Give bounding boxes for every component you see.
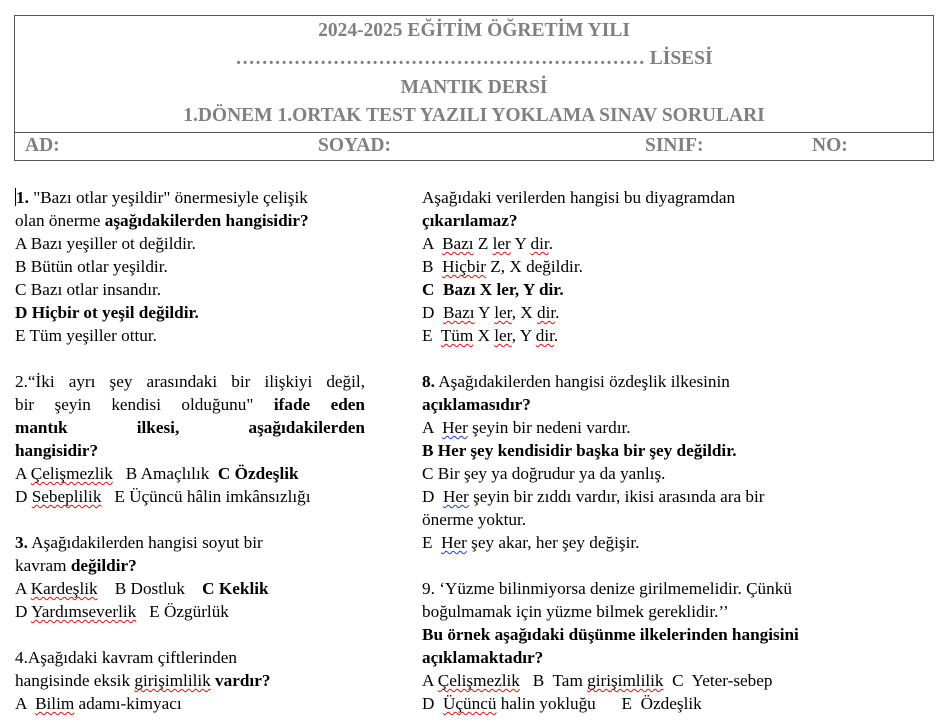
question-1-option-a: A Bazı yeşiller ot değildir. <box>15 234 196 253</box>
question-7-option-c: C Bazı X ler, Y dir. <box>422 280 564 299</box>
question-2-line-2: bir şeyin kendisi olduğunu" ifade eden <box>15 395 365 414</box>
exam-header <box>14 15 934 161</box>
question-3-line-1: 3. Aşağıdakilerden hangisi soyut bir <box>15 533 263 552</box>
school-suffix: LİSESİ <box>649 48 713 69</box>
student-surname-label: SOYAD: <box>318 135 391 156</box>
question-1-option-b: B Bütün otlar yeşildir. <box>15 257 168 276</box>
question-2-options-row-1: A Çelişmezlik B Amaçlılık C Özdeşlik <box>15 464 299 483</box>
question-2-options-row-2: D Sebeplilik E Üçüncü hâlin imkânsızlığı <box>15 487 311 506</box>
question-8-option-b: B Her şey kendisidir başka bir şey değildir. <box>422 441 737 460</box>
school-year-line: 2024-2025 EĞİTİM ÖĞRETİM YILI <box>318 20 630 41</box>
question-1-option-d: D Hiçbir ot yeşil değildir. <box>15 303 199 322</box>
question-3-line-2: kavram değildir? <box>15 556 137 575</box>
question-4-line-1: 4.Aşağıdaki kavram çiftlerinden <box>15 648 237 667</box>
student-name-label: AD: <box>25 135 60 156</box>
spacer <box>422 554 902 577</box>
question-8-option-d: D Her şeyin bir zıddı vardır, ikisi arasında ara bir <box>422 487 765 506</box>
question-8-line-1: 8. Aşağıdakilerden hangisi özdeşlik ilkesinin <box>422 372 730 391</box>
question-2-line-3: mantık ilkesi, aşağıdakilerden <box>15 418 365 437</box>
exam-title: 1.DÖNEM 1.ORTAK TEST YAZILI YOKLAMA SINAV SORULARI <box>183 105 765 126</box>
question-8-option-c: C Bir şey ya doğrudur ya da yanlış. <box>422 464 666 483</box>
question-7-option-e: E Tüm X ler, Y dir. <box>422 326 559 345</box>
question-7-option-a: A Bazı Z ler Y dir. <box>422 234 553 253</box>
question-4-line-2: hangisinde eksik girişimlilik vardır? <box>15 671 271 690</box>
question-2-line-4: hangisidir? <box>15 441 99 460</box>
question-8-line-2: açıklamasıdır? <box>422 395 531 414</box>
student-class-label: SINIF: <box>645 135 704 156</box>
question-9-line-1: 9. ‘Yüzme bilinmiyorsa denize girilmemelidir. Çünkü <box>422 579 792 598</box>
question-3-options-row-2: D Yardımseverlik E Özgürlük <box>15 602 229 621</box>
spacer <box>15 623 365 646</box>
question-9-line-2: boğulmamak için yüzme bilmek gereklidir.’’ <box>422 602 729 621</box>
question-8-option-d-cont: önerme yoktur. <box>422 510 527 529</box>
question-1-option-c: C Bazı otlar insandır. <box>15 280 162 299</box>
question-1-option-e: E Tüm yeşiller ottur. <box>15 326 157 345</box>
question-1-line-2: olan önerme aşağıdakilerden hangisidir? <box>15 211 309 230</box>
right-column <box>422 186 902 715</box>
school-name-line <box>15 47 933 71</box>
school-name-blank: ……………………………………………………… <box>235 48 645 69</box>
student-number-label: NO: <box>812 135 848 156</box>
question-3-options-row-1: A Kardeşlik B Dostluk C Keklik <box>15 579 269 598</box>
question-9-line-3: Bu örnek aşağıdaki düşünme ilkelerinden hangisini <box>422 625 799 644</box>
spacer <box>15 508 365 531</box>
question-9-line-4: açıklamaktadır? <box>422 648 544 667</box>
question-7-line-1: Aşağıdaki verilerden hangisi bu diyagramdan <box>422 188 736 207</box>
question-9-options-row-2: D Üçüncü halin yokluğu E Özdeşlik <box>422 694 702 713</box>
question-8-option-e: E Her şey akar, her şey değişir. <box>422 533 640 552</box>
question-4-option-a: A Bilim adamı-kimyacı <box>15 694 182 713</box>
question-2-line-1: 2.“İki ayrı şey arasındaki bir ilişkiyi değil, <box>15 372 365 391</box>
question-9-options-row-1: A Çelişmezlik B Tam girişimlilik C Yeter-sebep <box>422 671 773 690</box>
left-column <box>15 186 365 715</box>
question-7-option-b: B Hiçbir Z, X değildir. <box>422 257 583 276</box>
course-title: MANTIK DERSİ <box>400 77 548 98</box>
header-divider <box>15 132 933 133</box>
question-8-option-a: A Her şeyin bir nedeni vardır. <box>422 418 631 437</box>
question-7-option-d: D Bazı Y ler, X dir. <box>422 303 560 322</box>
spacer <box>422 347 902 370</box>
spacer <box>15 347 365 370</box>
question-1-line-1: 1. "Bazı otlar yeşildir" önermesiyle çelişik <box>16 188 308 207</box>
question-7-line-2: çıkarılamaz? <box>422 211 518 230</box>
